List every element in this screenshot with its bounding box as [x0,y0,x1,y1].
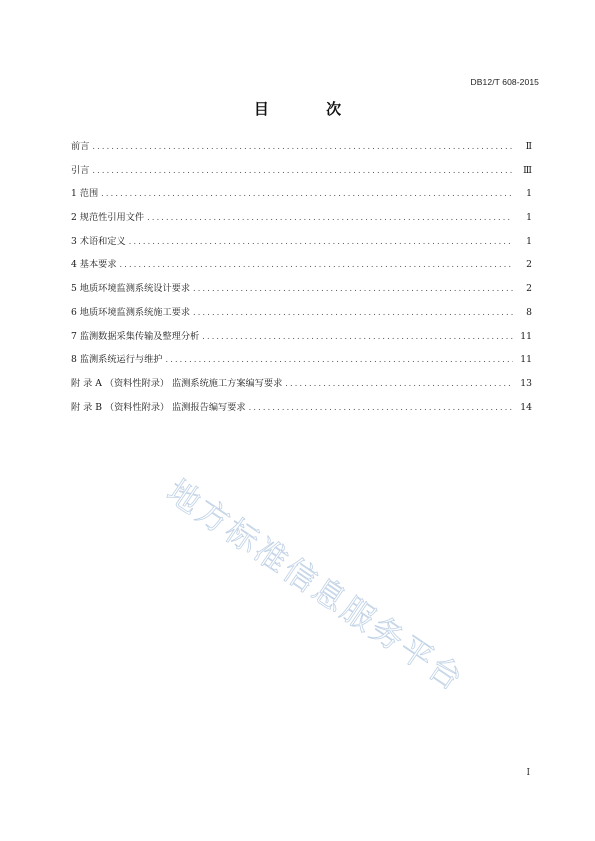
toc-entry-page: Ⅲ [523,164,532,176]
toc-entry-page: 1 [526,235,532,247]
toc-leader-dots [92,141,513,153]
toc-entry-page: 11 [520,330,532,342]
toc-entry-page: 11 [520,354,532,366]
toc-leader-dots [193,307,513,319]
toc-entry-page: 1 [526,212,532,224]
toc-leader-dots [165,354,513,366]
toc-entry-label: 1 范围 [71,188,101,200]
toc-entry-label: 3 术语和定义 [71,236,129,248]
toc-entry-label: 7 监测数据采集传输及整理分析 [71,331,202,343]
toc-entry-page: 1 [526,188,532,200]
document-code: DB12/T 608-2015 [470,77,539,87]
page-title: 目 次 [253,100,368,118]
toc-entry-label: 2 规范性引用文件 [71,212,147,224]
toc-entry-page: Ⅱ [525,141,532,152]
toc-entry-label: 引言 [71,165,92,177]
toc-entry-foreword[interactable] [71,141,532,165]
toc-leader-dots [120,259,513,271]
toc-leader-dots [92,165,513,177]
toc-entry-operation-maintenance[interactable] [71,354,532,378]
toc-entry-label: 附 录 A （资料性附录） 监测系统施工方案编写要求 [71,378,285,390]
toc-leader-dots [101,188,513,200]
toc-entry-scope[interactable] [71,188,532,212]
table-of-contents [71,141,532,425]
toc-entry-introduction[interactable] [71,165,532,189]
toc-leader-dots [249,402,513,414]
toc-entry-page: 13 [520,377,532,389]
toc-entry-construction-requirements[interactable] [71,307,532,331]
toc-entry-appendix-a[interactable] [71,378,532,402]
toc-leader-dots [147,212,513,224]
toc-entry-label: 8 监测系统运行与维护 [71,354,165,366]
toc-entry-label: 6 地质环境监测系统施工要求 [71,307,193,319]
toc-leader-dots [193,283,513,295]
toc-leader-dots [202,331,513,343]
toc-entry-basic-requirements[interactable] [71,259,532,283]
toc-entry-page: 2 [526,283,532,295]
toc-entry-label: 5 地质环境监测系统设计要求 [71,283,193,295]
toc-leader-dots [129,236,513,248]
toc-entry-page: 8 [526,306,532,318]
toc-entry-design-requirements[interactable] [71,283,532,307]
toc-entry-label: 前言 [71,141,92,153]
toc-entry-page: 2 [526,259,532,271]
toc-entry-data-collection[interactable] [71,331,532,355]
toc-entry-page: 14 [520,401,532,413]
toc-entry-normative-references[interactable] [71,212,532,236]
page-number: I [526,768,530,778]
toc-entry-label: 4 基本要求 [71,259,120,271]
toc-entry-appendix-b[interactable] [71,402,532,426]
toc-entry-terms-definitions[interactable] [71,236,532,260]
toc-leader-dots [285,378,513,390]
watermark: 地方标准信息服务平台 [160,472,472,700]
toc-entry-label: 附 录 B （资料性附录） 监测报告编写要求 [71,402,249,414]
